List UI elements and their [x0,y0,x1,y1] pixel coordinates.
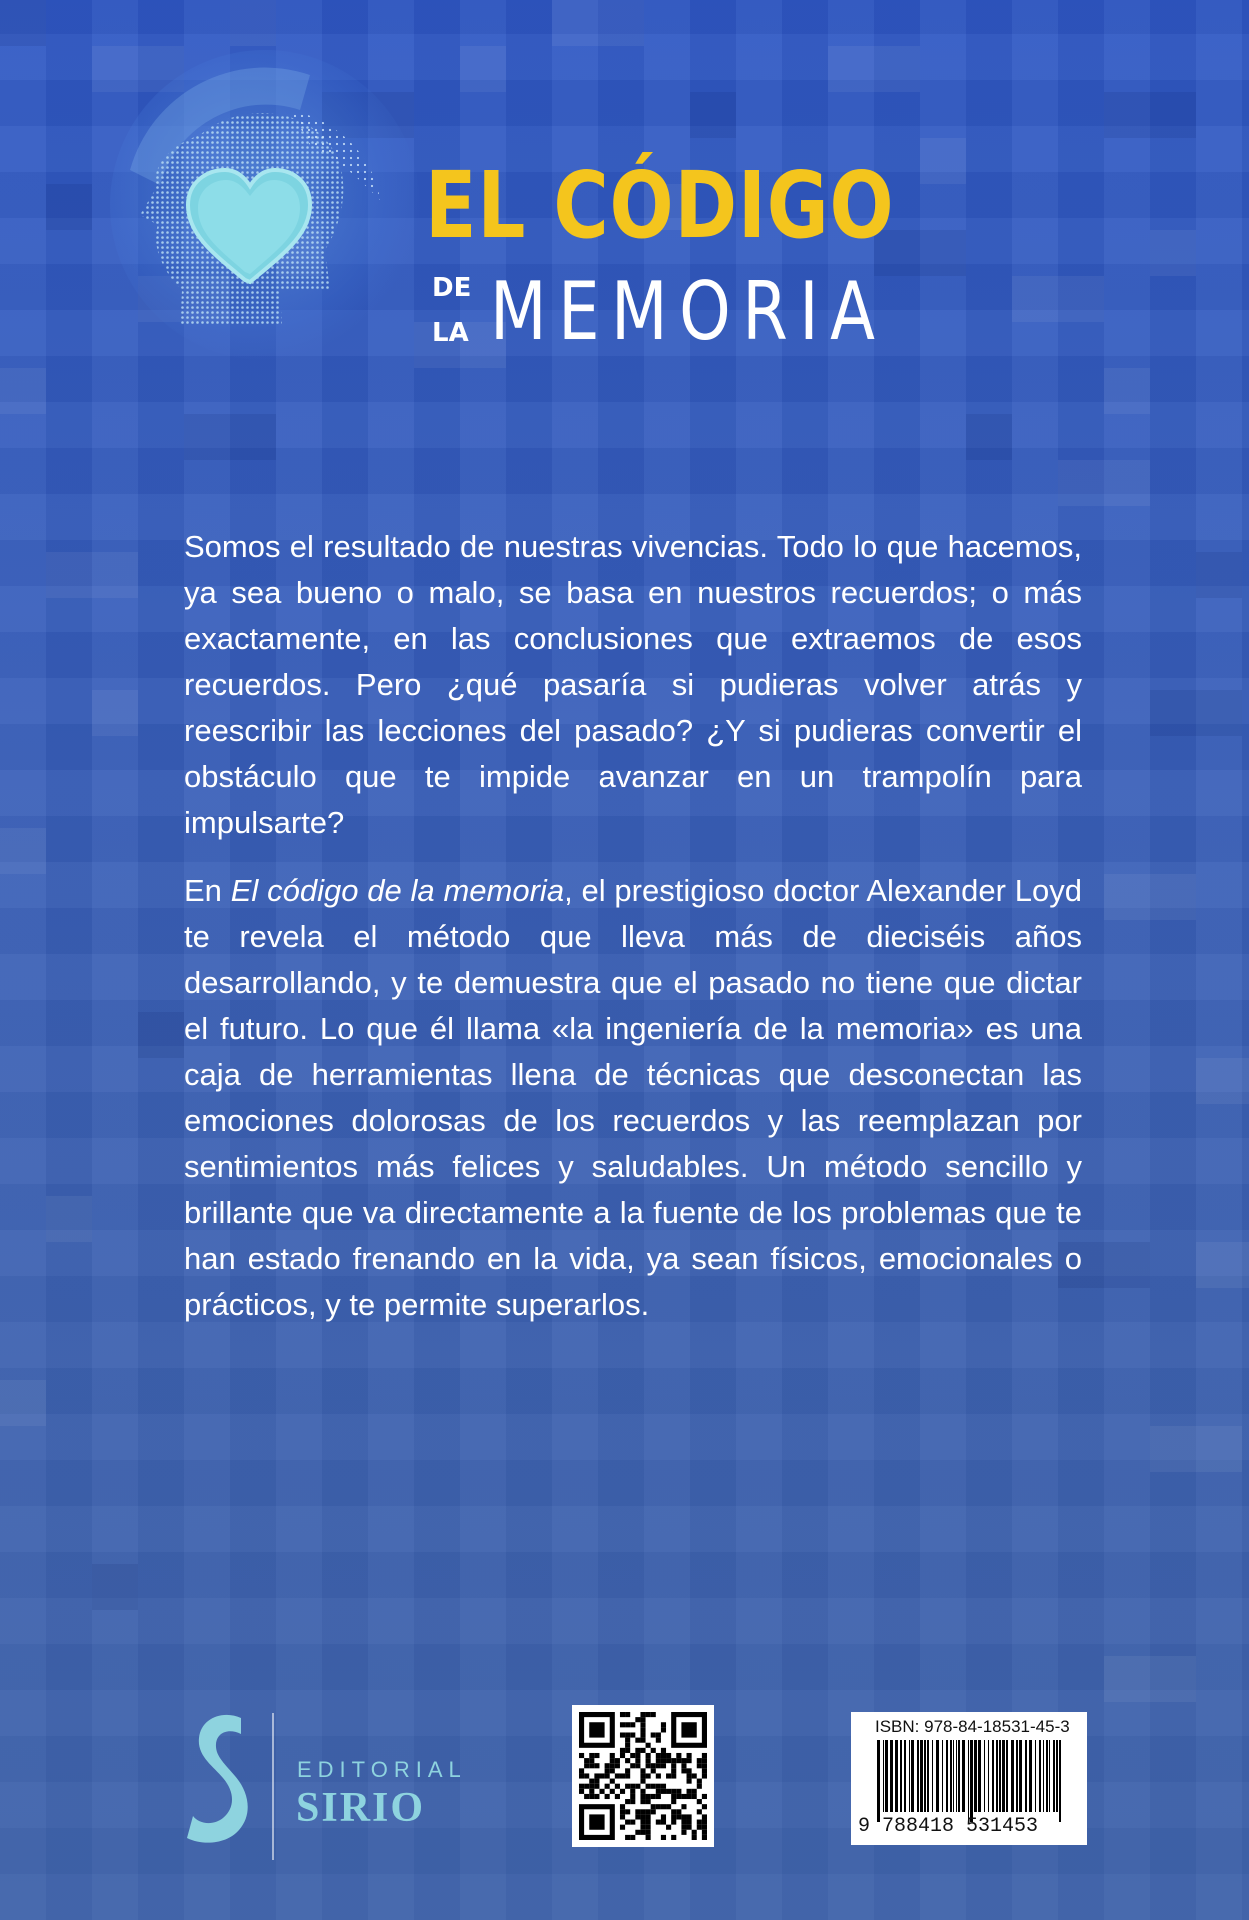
pixel-block [1196,552,1242,598]
pixel-block [92,690,138,736]
pixel-block [1196,1242,1249,1288]
book-title-italic: El código de la memoria [230,873,565,908]
pixel-block [690,92,736,138]
blurb-paragraph-2 [184,868,1082,1328]
pixel-block [1104,874,1196,920]
pixel-block [230,0,276,46]
pixel-block [966,414,1012,460]
head-with-heart-icon [110,50,420,360]
blurb-p2-lead: En [184,873,231,908]
pixel-block [920,138,966,184]
isbn-label: ISBN: 978-84-18531-45-3 [875,1717,1070,1736]
pixel-block [1196,1058,1249,1104]
pixel-block [1150,1426,1242,1472]
title-line-1: EL CÓDIGO [425,152,895,259]
title-de: DE [432,273,472,303]
back-cover-blurb [184,524,1082,1350]
qr-code [572,1705,714,1847]
pixel-block [1058,460,1150,506]
pixel-block [46,1196,92,1242]
pixel-block [828,46,920,92]
pixel-block [46,552,138,598]
head-illustration [110,50,420,360]
pixel-block [1012,276,1104,322]
pixel-block [1104,1656,1196,1702]
barcode-icon [877,1740,1067,1822]
pixel-block [0,0,46,46]
qr-code-icon [579,1712,707,1840]
title-la: LA [432,318,469,348]
title-line-2: MEMORIA [490,265,887,358]
pixel-block [0,368,46,414]
sirio-logo-icon [183,1710,253,1845]
pixel-block [0,828,46,874]
pixel-block [46,184,92,230]
pixel-block [1150,690,1242,736]
pixel-block [184,414,276,460]
publisher-label: EDITORIAL [297,1757,467,1782]
pixel-block [138,1012,184,1058]
pixel-block [460,46,506,92]
publisher-divider [272,1713,274,1860]
pixel-block [92,1564,138,1610]
pixel-block [552,0,644,46]
barcode-digits: 9 788418 531453 [858,1815,1039,1838]
pixel-block [1150,230,1196,276]
publisher-name: SIRIO [296,1785,426,1831]
blurb-p2-body: , el prestigioso doctor Alexander Loyd te revela el método que lleva más de dieciséis años desarrollando, y te demuestra que el pasado no tiene que dictar el futuro. Lo que él llama «la ingeniería de la memoria» es una caja de herramientas llena de técnicas que desconectan las emociones dolorosas de los recuerdos y las reemplazan por sentimientos más felices y saludables. Un método sencillo y brillante que va directamente a la fuente de los problemas que te han estado frenando en la vida, ya sean físicos, emocionales o prácticos, y te permite superarlos. [184,873,1083,1322]
blurb-paragraph-1: Somos el resultado de nuestras vivencias. Todo lo que hacemos, ya sea bueno o malo, se basa en nuestros recuerdos; o más exactamente, en las conclusiones que extraemos de esos recuerdos. Pero ¿qué pasaría si pudieras volver atrás y reescribir las lecciones del pasado? ¿Y si pudieras convertir el obstáculo que te impide avanzar en un trampolín para impulsarte? [184,529,1082,840]
pixel-block [1104,368,1150,414]
pixel-block [1104,92,1196,138]
pixel-block [0,1380,46,1426]
